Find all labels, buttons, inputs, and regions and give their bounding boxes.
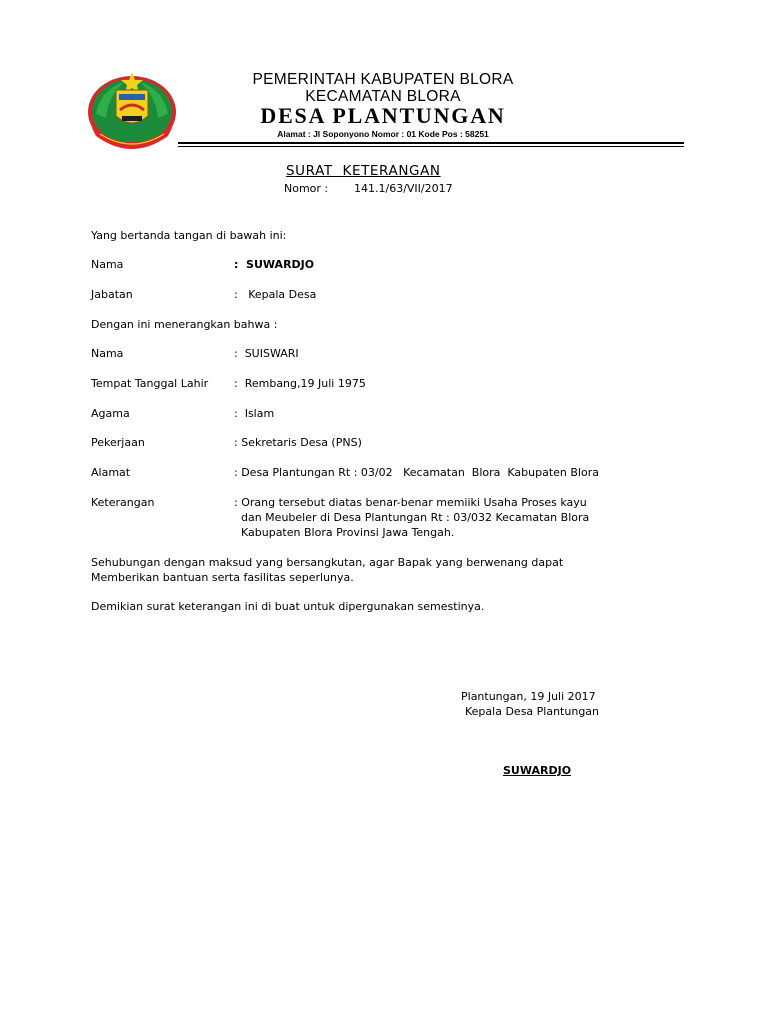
subject-religion-value: : Islam bbox=[234, 407, 275, 420]
subject-job-label: Pekerjaan bbox=[91, 436, 145, 449]
closing-line-2: Memberikan bantuan serta fasilitas seperlunya. bbox=[91, 571, 354, 584]
keterangan-line-3: Kabupaten Blora Provinsi Jawa Tengah. bbox=[234, 526, 455, 539]
subject-name-label: Nama bbox=[91, 347, 124, 360]
letterhead-address: Alamat : Jl Soponyono Nomor : 01 Kode Pos : 58251 bbox=[277, 129, 489, 139]
letter-intro: Yang bertanda tangan di bawah ini: bbox=[91, 229, 287, 242]
signer-name-value: : SUWARDJO bbox=[234, 258, 315, 271]
signer-position-value: : Kepala Desa bbox=[234, 288, 317, 301]
keterangan-label: Keterangan bbox=[91, 496, 155, 509]
letterhead-village: DESA PLANTUNGAN bbox=[260, 103, 506, 128]
letterhead-rule-thick bbox=[178, 142, 684, 144]
keterangan-line-1: : Orang tersebut diatas benar-benar memiiki Usaha Proses kayu bbox=[234, 496, 587, 509]
letterhead-rule-thin bbox=[178, 146, 684, 147]
closing-final: Demikian surat keterangan ini di buat untuk dipergunakan semestinya. bbox=[91, 600, 485, 613]
letter-title: SURAT KETERANGAN bbox=[286, 163, 441, 179]
subject-birth-label: Tempat Tanggal Lahir bbox=[91, 377, 209, 390]
blora-regency-emblem-icon bbox=[86, 70, 178, 150]
letterhead-government: PEMERINTAH KABUPATEN BLORA bbox=[252, 71, 514, 88]
subject-name-value: : SUISWARI bbox=[234, 347, 299, 360]
letterhead-district: KECAMATAN BLORA bbox=[305, 88, 461, 105]
signature-place-date: Plantungan, 19 Juli 2017 bbox=[461, 690, 596, 703]
letter-number-value: 141.1/63/VII/2017 bbox=[354, 182, 453, 195]
signer-name-label: Nama bbox=[91, 258, 124, 271]
subject-address-value: : Desa Plantungan Rt : 03/02 Kecamatan Blora Kabupaten Blora bbox=[234, 466, 599, 479]
letter-number-label: Nomor : bbox=[284, 182, 329, 195]
keterangan-line-2: dan Meubeler di Desa Plantungan Rt : 03/032 Kecamatan Blora bbox=[234, 511, 590, 524]
letter-statement: Dengan ini menerangkan bahwa : bbox=[91, 318, 278, 331]
signature-name: SUWARDJO bbox=[503, 764, 572, 777]
closing-line-1: Sehubungan dengan maksud yang bersangkutan, agar Bapak yang berwenang dapat bbox=[91, 556, 564, 569]
subject-address-label: Alamat bbox=[91, 466, 131, 479]
signer-position-label: Jabatan bbox=[91, 288, 133, 301]
subject-religion-label: Agama bbox=[91, 407, 130, 420]
signature-position: Kepala Desa Plantungan bbox=[465, 705, 600, 718]
subject-birth-value: : Rembang,19 Juli 1975 bbox=[234, 377, 366, 390]
subject-job-value: : Sekretaris Desa (PNS) bbox=[234, 436, 362, 449]
